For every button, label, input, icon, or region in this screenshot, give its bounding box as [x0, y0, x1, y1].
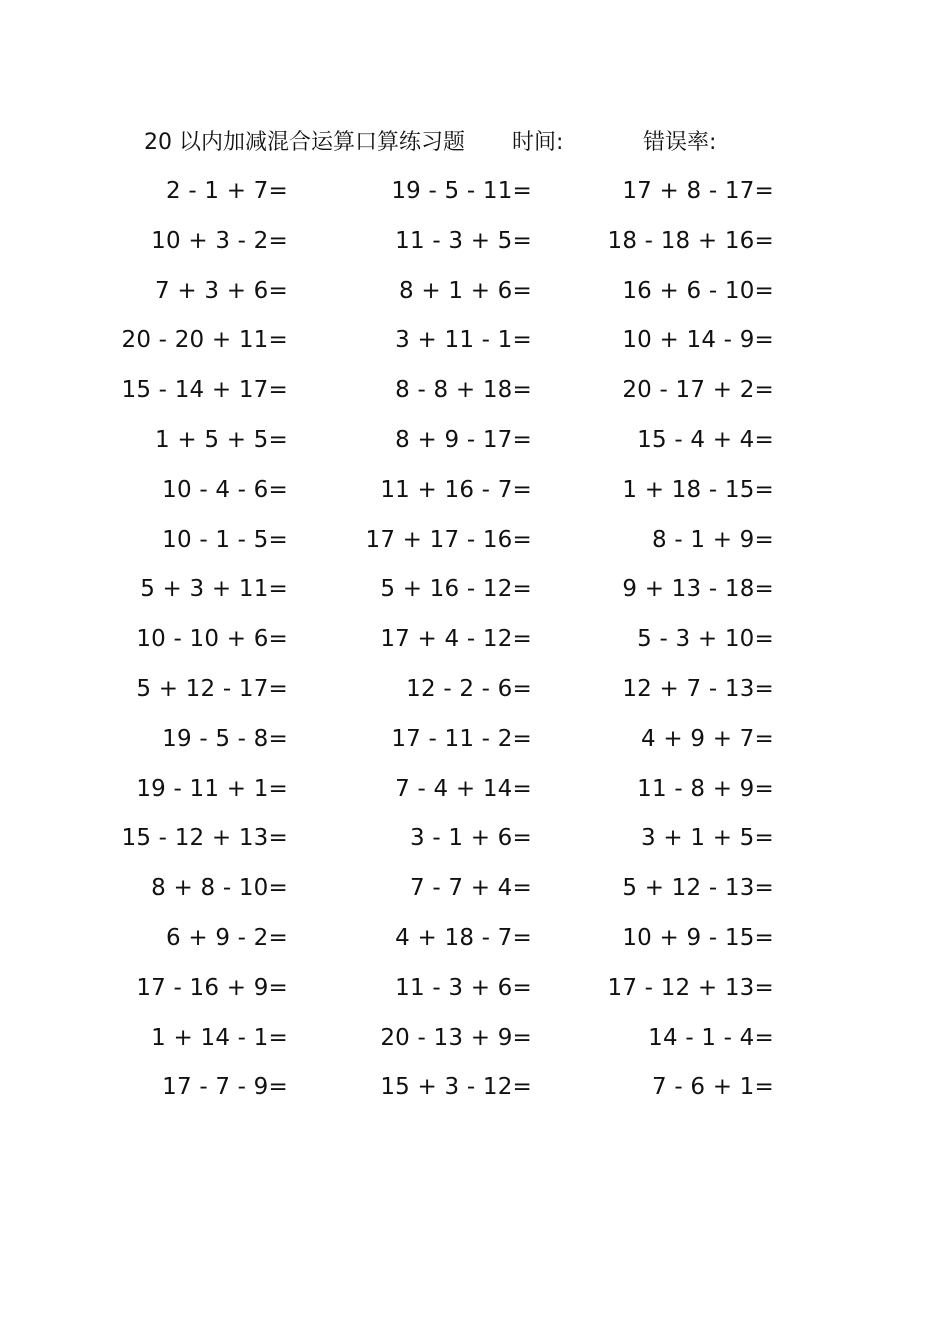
worksheet-header — [0, 126, 950, 160]
problem-r10-c1: 10 - 10 + 6= — [136, 626, 288, 652]
problem-r5-c2: 8 - 8 + 18= — [395, 377, 532, 403]
problem-r19-c1: 17 - 7 - 9= — [162, 1074, 288, 1100]
problem-r19-c2: 15 + 3 - 12= — [380, 1074, 532, 1100]
problem-r18-c3: 14 - 1 - 4= — [648, 1025, 774, 1051]
problem-r17-c3: 17 - 12 + 13= — [607, 975, 774, 1001]
problem-r13-c3: 11 - 8 + 9= — [637, 776, 774, 802]
problem-r5-c3: 20 - 17 + 2= — [622, 377, 774, 403]
problem-r4-c2: 3 + 11 - 1= — [395, 327, 532, 353]
problem-r16-c1: 6 + 9 - 2= — [166, 925, 288, 951]
problem-r12-c3: 4 + 9 + 7= — [641, 726, 774, 752]
error-rate-label: 错误率: — [643, 130, 717, 155]
time-label: 时间: — [512, 130, 564, 155]
problem-r14-c1: 15 - 12 + 13= — [121, 825, 288, 851]
problem-r5-c1: 15 - 14 + 17= — [121, 377, 288, 403]
problem-r15-c3: 5 + 12 - 13= — [622, 875, 774, 901]
problem-r15-c2: 7 - 7 + 4= — [410, 875, 532, 901]
problem-r7-c1: 10 - 4 - 6= — [162, 477, 288, 503]
problem-r3-c2: 8 + 1 + 6= — [399, 278, 532, 304]
problem-r13-c2: 7 - 4 + 14= — [395, 776, 532, 802]
problem-r16-c3: 10 + 9 - 15= — [622, 925, 774, 951]
problem-r8-c3: 8 - 1 + 9= — [652, 527, 774, 553]
problem-r10-c2: 17 + 4 - 12= — [380, 626, 532, 652]
problem-r17-c1: 17 - 16 + 9= — [136, 975, 288, 1001]
problem-r14-c2: 3 - 1 + 6= — [410, 825, 532, 851]
problem-r11-c2: 12 - 2 - 6= — [406, 676, 532, 702]
problem-r3-c3: 16 + 6 - 10= — [622, 278, 774, 304]
problem-r18-c1: 1 + 14 - 1= — [151, 1025, 288, 1051]
problem-r6-c2: 8 + 9 - 17= — [395, 427, 532, 453]
problem-r1-c3: 17 + 8 - 17= — [622, 178, 774, 204]
problem-r11-c3: 12 + 7 - 13= — [622, 676, 774, 702]
problem-r2-c2: 11 - 3 + 5= — [395, 228, 532, 254]
problem-r16-c2: 4 + 18 - 7= — [395, 925, 532, 951]
problem-r2-c1: 10 + 3 - 2= — [151, 228, 288, 254]
problem-r4-c3: 10 + 14 - 9= — [622, 327, 774, 353]
problem-r15-c1: 8 + 8 - 10= — [151, 875, 288, 901]
problem-r9-c1: 5 + 3 + 11= — [140, 576, 288, 602]
problem-r12-c2: 17 - 11 - 2= — [391, 726, 532, 752]
problem-r9-c3: 9 + 13 - 18= — [622, 576, 774, 602]
problem-r1-c2: 19 - 5 - 11= — [391, 178, 532, 204]
worksheet-title: 20 以内加减混合运算口算练习题 — [144, 130, 465, 155]
problem-r7-c3: 1 + 18 - 15= — [622, 477, 774, 503]
problem-r9-c2: 5 + 16 - 12= — [380, 576, 532, 602]
problem-r3-c1: 7 + 3 + 6= — [155, 278, 288, 304]
problem-r12-c1: 19 - 5 - 8= — [162, 726, 288, 752]
problem-r6-c1: 1 + 5 + 5= — [155, 427, 288, 453]
problem-r8-c2: 17 + 17 - 16= — [365, 527, 532, 553]
problem-r17-c2: 11 - 3 + 6= — [395, 975, 532, 1001]
problem-r14-c3: 3 + 1 + 5= — [641, 825, 774, 851]
problem-r4-c1: 20 - 20 + 11= — [121, 327, 288, 353]
problem-r1-c1: 2 - 1 + 7= — [166, 178, 288, 204]
problem-r7-c2: 11 + 16 - 7= — [380, 477, 532, 503]
problem-r8-c1: 10 - 1 - 5= — [162, 527, 288, 553]
problem-r10-c3: 5 - 3 + 10= — [637, 626, 774, 652]
problem-r6-c3: 15 - 4 + 4= — [637, 427, 774, 453]
problem-r19-c3: 7 - 6 + 1= — [652, 1074, 774, 1100]
problem-r2-c3: 18 - 18 + 16= — [607, 228, 774, 254]
problem-r11-c1: 5 + 12 - 17= — [136, 676, 288, 702]
problem-r13-c1: 19 - 11 + 1= — [136, 776, 288, 802]
problem-r18-c2: 20 - 13 + 9= — [380, 1025, 532, 1051]
